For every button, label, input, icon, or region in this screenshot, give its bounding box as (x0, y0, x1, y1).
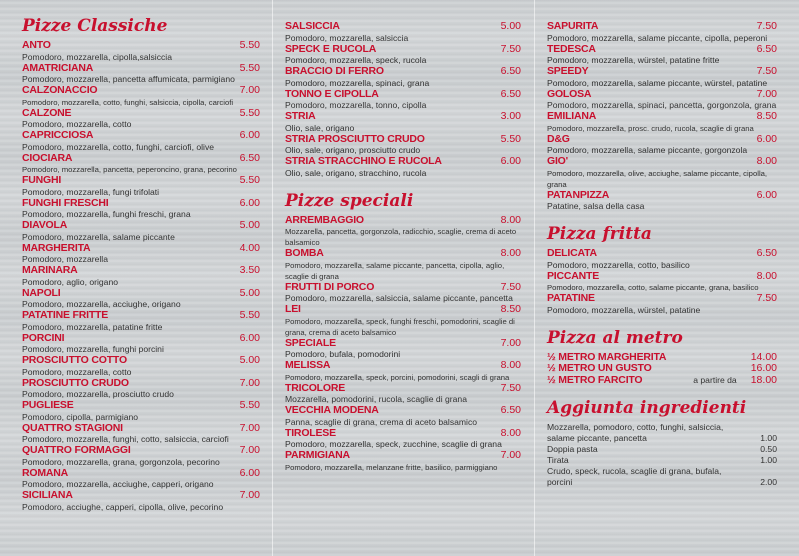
menu-list-fritta (547, 248, 777, 316)
menu-list-metro (547, 352, 777, 387)
menu-item (22, 355, 260, 378)
menu-item-header (22, 220, 260, 232)
menu-item (22, 198, 260, 221)
menu-item-header (22, 400, 260, 412)
item-description: Pomodoro, mozzarella, olive, acciughe, salame piccante, cipolla, grana (547, 168, 768, 189)
menu-item (22, 423, 260, 446)
item-price: 8.50 (500, 303, 521, 315)
extra-ingredient-row (547, 455, 777, 466)
menu-item (547, 156, 777, 190)
item-price: 7.00 (239, 421, 260, 434)
item-price: 6.50 (500, 87, 521, 100)
item-name: MELISSA (285, 359, 331, 371)
menu-item-header (22, 175, 260, 187)
fold-line-left (272, 0, 273, 556)
column-classiche (22, 16, 260, 513)
menu-item (22, 333, 260, 356)
item-name: TIROLESE (285, 426, 336, 439)
menu-item-header (22, 153, 260, 165)
item-description: Pomodoro, mozzarella, salame piccante, cipolla, peperoni (547, 32, 768, 43)
item-name: TONNO E CIPOLLA (285, 87, 379, 100)
item-description: Pomodoro, mozzarella, fungi trifolati (22, 186, 160, 197)
item-name: TEDESCA (547, 42, 596, 55)
menu-item (285, 66, 521, 89)
item-name: STRIA PROSCIUTTO CRUDO (285, 132, 425, 145)
item-price: 5.50 (500, 132, 521, 145)
extra-ingredient-label: Crudo, speck, rucola, scaglie di grana, bufala, porcini (547, 466, 722, 487)
metro-item-right (737, 363, 777, 375)
item-description: Pomodoro, mozzarella, pancetta affumicata, parmigiano (22, 74, 235, 84)
item-description: Olio, sale, origano (285, 122, 355, 133)
menu-item (547, 44, 777, 67)
item-description: Pomodoro, mozzarella, tonno, cipolla (285, 100, 427, 110)
menu-item (22, 378, 260, 401)
item-description: Pomodoro, cipolla, parmigiano (22, 411, 139, 422)
menu-item (285, 383, 521, 406)
menu-item-header (22, 288, 260, 300)
item-price: 6.00 (239, 466, 260, 479)
item-price: 5.00 (239, 219, 260, 231)
menu-list-right-top (547, 21, 777, 212)
menu-item (285, 89, 521, 112)
menu-item (22, 40, 260, 63)
column-right (547, 21, 777, 488)
menu-item-header (547, 111, 777, 123)
item-name: LEI (285, 303, 301, 315)
item-name: PUGLIESE (22, 399, 74, 411)
item-price: 6.00 (239, 331, 260, 344)
item-name: STRIA STRACCHINO E RUCOLA (285, 155, 442, 167)
item-price: 7.00 (239, 444, 260, 456)
item-name: BRACCIO DI FERRO (285, 65, 384, 77)
extra-ingredient-price: 0.50 (760, 444, 777, 454)
menu-item (547, 66, 777, 89)
item-price: 8.00 (500, 426, 521, 439)
item-name: SPEEDY (547, 65, 589, 77)
item-description: Pomodoro, mozzarella, funghi, cotto, salsiccia, carciofi (22, 434, 229, 444)
item-price: 7.00 (500, 336, 521, 349)
menu-item (285, 304, 521, 338)
menu-item (285, 21, 521, 44)
menu-item (22, 400, 260, 423)
item-description: Pomodoro, mozzarella, salame piccante, gorgonzola (547, 145, 748, 155)
menu-item-header (285, 21, 521, 33)
item-price: 5.50 (239, 39, 260, 51)
item-name: PATATINE FRITTE (22, 309, 109, 321)
menu-item (22, 63, 260, 86)
menu-item (285, 450, 521, 473)
item-description: Pomodoro, mozzarella, patatine fritte (22, 321, 163, 332)
item-name: SALSICCIA (285, 20, 340, 32)
item-price: 7.50 (756, 20, 777, 32)
menu-item-header (22, 265, 260, 277)
item-price: 8.00 (500, 359, 521, 371)
item-price: 6.50 (239, 151, 260, 164)
menu-item (547, 293, 777, 316)
menu-item (22, 153, 260, 176)
item-description: Pomodoro, mozzarella, salame piccante, pancetta, cipolla, aglio, scaglie di grana (285, 260, 505, 281)
item-price: 3.00 (500, 110, 521, 122)
extra-ingredient-price: 2.00 (760, 477, 777, 487)
item-description: Olio, sale, origano, stracchino, rucola (285, 167, 427, 178)
item-price: 6.50 (500, 65, 521, 77)
item-description: Olio, sale, origano, prosciutto crudo (285, 145, 421, 155)
item-name: EMILIANA (547, 110, 597, 122)
menu-item-header (22, 130, 260, 142)
metro-item-name: ½ METRO MARGHERITA (547, 350, 667, 363)
menu-item-header (22, 63, 260, 75)
menu-item-header (285, 111, 521, 123)
item-description: Pomodoro, mozzarella, speck, porcini, pomodorini, scagli di grana (285, 372, 510, 382)
fold-line-right (534, 0, 535, 556)
menu-item-header (547, 89, 777, 101)
extra-ingredient-label: Tirata (547, 455, 569, 465)
item-description: Pomodoro, mozzarella, cotto (22, 366, 132, 377)
menu-list-aggiunta (547, 422, 777, 488)
item-name: PROSCIUTTO CRUDO (22, 376, 129, 389)
item-price: 5.50 (239, 309, 260, 321)
item-price: 7.50 (756, 292, 777, 304)
menu-item (285, 134, 521, 157)
item-price: 7.00 (239, 84, 260, 96)
item-price: 7.50 (500, 280, 521, 293)
menu-item (285, 360, 521, 383)
menu-item-header (22, 40, 260, 52)
item-name: SPECK E RUCOLA (285, 42, 377, 55)
menu-item-header (285, 66, 521, 78)
item-price: 8.00 (500, 213, 521, 226)
menu-item (22, 108, 260, 131)
menu-item-header (285, 304, 521, 316)
menu-list-speciali (285, 215, 521, 473)
menu-list-middle-top (285, 21, 521, 179)
metro-item-price: 16.00 (750, 362, 777, 374)
item-description: Pomodoro, mozzarella (22, 254, 108, 264)
metro-item-price: 14.00 (750, 350, 777, 363)
menu-item-header (285, 156, 521, 168)
item-name: CALZONE (22, 106, 72, 119)
item-description: Pomodoro, mozzarella, spinaci, pancetta, gorgonzola, grana (547, 100, 777, 110)
metro-item-name: ½ METRO FARCITO (547, 373, 643, 386)
menu-item-header (22, 108, 260, 120)
menu-item-header (547, 66, 777, 78)
item-price: 5.50 (239, 106, 260, 119)
menu-item-header (22, 423, 260, 435)
menu-item (22, 265, 260, 288)
column-middle (285, 21, 521, 473)
item-description: Pomodoro, mozzarella, salame piccante, würstel, patatine (547, 77, 768, 88)
menu-item-header (285, 360, 521, 372)
item-description: Pomodoro, mozzarella, cotto (22, 119, 132, 129)
item-description: Pomodoro, mozzarella, salsiccia (285, 32, 409, 43)
item-price: 6.00 (239, 129, 260, 141)
item-name: PATATINE (547, 292, 595, 304)
item-description: Pomodoro, mozzarella, grana, gorgonzola, pecorino (22, 456, 220, 467)
item-price: 4.00 (239, 241, 260, 254)
menu-item (547, 271, 777, 294)
item-name: VECCHIA MODENA (285, 404, 379, 416)
menu-item-header (285, 215, 521, 227)
item-name: STRIA (285, 110, 316, 122)
item-name: FUNGHI FRESCHI (22, 196, 109, 209)
extra-ingredient-price: 1.00 (760, 455, 777, 465)
item-price: 6.00 (756, 188, 777, 201)
menu-item-header (547, 134, 777, 146)
item-price: 6.00 (756, 132, 777, 145)
menu-item-header (547, 271, 777, 283)
menu-item-header (285, 89, 521, 101)
item-description: Pomodoro, mozzarella, cotto, salame piccante, grana, basilico (547, 283, 759, 292)
menu-item (22, 445, 260, 468)
item-price: 5.00 (239, 354, 260, 366)
item-price: 5.50 (239, 61, 260, 74)
item-name: QUATTRO STAGIONI (22, 421, 123, 434)
item-name: FRUTTI DI PORCO (285, 280, 375, 293)
item-description: Pomodoro, mozzarella, funghi freschi, grana (22, 209, 191, 219)
item-description: Pomodoro, mozzarella, melanzane fritte, basilico, parmiggiano (285, 462, 498, 472)
item-price: 7.50 (756, 65, 777, 77)
menu-item (547, 190, 777, 213)
menu-item (547, 111, 777, 134)
menu-item-header (285, 405, 521, 417)
item-name: PROSCIUTTO COTTO (22, 354, 127, 366)
extra-ingredient-label: Mozzarella, pomodoro, cotto, funghi, salsiccia, salame piccante, pancetta (547, 422, 724, 443)
menu-item (22, 130, 260, 153)
menu-item (22, 288, 260, 311)
menu-item (285, 111, 521, 134)
menu-item-header (285, 338, 521, 350)
menu-list-classiche (22, 40, 260, 513)
menu-item (547, 21, 777, 44)
item-name: MARGHERITA (22, 241, 91, 254)
item-price: 6.50 (756, 247, 777, 259)
item-description: Mozzarella, pancetta, gorgonzola, radicchio, scaglie, crema di aceto balsamico (285, 227, 517, 247)
item-name: PATANPIZZA (547, 188, 610, 201)
item-name: ROMANA (22, 466, 69, 479)
item-name: GOLOSA (547, 87, 592, 100)
item-description: Pomodoro, mozzarella, würstel, patatine (547, 304, 701, 315)
menu-item (22, 468, 260, 491)
item-name: MARINARA (22, 264, 78, 276)
item-name: ANTO (22, 39, 51, 51)
item-price: 6.50 (756, 42, 777, 55)
menu-item (22, 310, 260, 333)
item-name: FUNGHI (22, 174, 62, 186)
item-name: PORCINI (22, 331, 65, 344)
item-description: Pomodoro, mozzarella, cipolla,salsiccia (22, 51, 172, 62)
menu-item (285, 44, 521, 67)
menu-item (285, 215, 521, 249)
item-price: 7.50 (500, 381, 521, 394)
metro-item-prefix: a partire da (693, 374, 737, 385)
item-price: 5.00 (500, 20, 521, 32)
menu-item (547, 248, 777, 271)
menu-item (285, 282, 521, 305)
menu-item-header (285, 248, 521, 260)
item-description: Panna, scaglie di grana, crema di aceto balsamico (285, 416, 478, 427)
item-name: GIO' (547, 155, 568, 167)
menu-item (547, 89, 777, 112)
menu-item (285, 338, 521, 361)
menu-item (22, 243, 260, 266)
item-name: PICCANTE (547, 269, 600, 282)
item-name: D&G (547, 132, 570, 145)
item-description: Pomodoro, mozzarella, cotto, funghi, carciofi, olive (22, 141, 215, 152)
item-price: 5.50 (239, 174, 260, 186)
menu-item-header (285, 450, 521, 462)
item-description: Pomodoro, mozzarella, acciughe, origano (22, 299, 181, 309)
section-title-classiche: Pizze Classiche (22, 16, 168, 36)
item-description: Pomodoro, mozzarella, speck, zucchine, scaglie di grana (285, 439, 502, 449)
item-name: PARMIGIANA (285, 449, 350, 461)
menu-item-header (22, 355, 260, 367)
menu-item-header (285, 428, 521, 440)
menu-item (22, 175, 260, 198)
item-description: Pomodoro, mozzarella, speck, funghi freschi, pomodorini, scaglie di grana, crema di aceto balsamico (285, 316, 515, 337)
menu-item-header (547, 190, 777, 202)
menu-item-header (547, 293, 777, 305)
item-description: Pomodoro, mozzarella, salame piccante (22, 231, 175, 242)
section-title-metro: Pizza al metro (547, 327, 683, 348)
metro-item-name: ½ METRO UN GUSTO (547, 362, 652, 374)
item-description: Pomodoro, mozzarella, würstel, patatine fritte (547, 55, 720, 65)
item-price: 8.00 (756, 155, 777, 167)
item-name: CIOCIARA (22, 151, 73, 164)
item-price: 7.00 (500, 449, 521, 461)
item-price: 6.00 (500, 155, 521, 167)
item-description: Pomodoro, mozzarella, salsiccia, salame piccante, pancetta (285, 293, 513, 303)
item-description: Pomodoro, mozzarella, funghi porcini (22, 344, 164, 354)
menu-item (285, 248, 521, 282)
item-description: Mozzarella, pomodorini, rucola, scaglie di grana (285, 394, 467, 404)
item-name: NAPOLI (22, 286, 61, 299)
extra-ingredient-price: 1.00 (760, 433, 777, 443)
item-description: Pomodoro, mozzarella, prosc. crudo, rucola, scaglie di grana (547, 123, 754, 133)
item-description: Pomodoro, mozzarella, cotto, funghi, salsiccia, cipolla, carciofi (22, 97, 234, 107)
item-description: Pomodoro, mozzarella, acciughe, capperi, origano (22, 479, 214, 489)
item-name: SICILIANA (22, 489, 73, 501)
menu-item-header (285, 44, 521, 56)
menu-item (285, 156, 521, 179)
menu-item (285, 405, 521, 428)
extra-ingredient-label: Doppia pasta (547, 444, 598, 454)
item-name: TRICOLORE (285, 381, 346, 394)
item-description: Pomodoro, bufala, pomodorini (285, 349, 401, 359)
item-description: Pomodoro, aglio, origano (22, 276, 119, 287)
menu-item (547, 134, 777, 157)
menu-item-header (22, 243, 260, 255)
metro-item (547, 375, 777, 387)
item-price: 8.50 (756, 110, 777, 122)
section-title-aggiunta: Aggiunta ingredienti (547, 398, 747, 418)
item-name: SPECIALE (285, 336, 336, 349)
menu-item-header (547, 44, 777, 56)
extra-ingredient-row (547, 422, 777, 444)
menu-item-header (22, 333, 260, 345)
item-name: DIAVOLA (22, 219, 68, 231)
item-description: Pomodoro, mozzarella, cotto, basilico (547, 259, 690, 270)
menu-item-header (22, 85, 260, 97)
menu-item-header (22, 310, 260, 322)
item-price: 7.00 (239, 489, 260, 501)
menu-item-header (22, 490, 260, 502)
menu-item-header (285, 282, 521, 294)
menu-item-header (22, 378, 260, 390)
item-name: CALZONACCIO (22, 84, 98, 96)
extra-ingredient-row (547, 466, 777, 488)
menu-item (22, 490, 260, 513)
menu-item-header (547, 248, 777, 260)
item-price: 8.00 (500, 247, 521, 259)
item-price: 7.50 (500, 42, 521, 55)
metro-item-price: 18.00 (750, 373, 777, 386)
menu-item (22, 220, 260, 243)
item-name: DELICATA (547, 247, 597, 259)
menu-item-header (285, 383, 521, 395)
menu-item-header (547, 156, 777, 168)
menu-item-header (547, 21, 777, 33)
item-price: 7.00 (756, 87, 777, 100)
menu-item-header (22, 468, 260, 480)
section-title-fritta: Pizza fritta (547, 224, 652, 244)
item-description: Patatine, salsa della casa (547, 201, 645, 211)
item-price: 8.00 (756, 269, 777, 282)
item-price: 5.50 (239, 399, 260, 411)
item-name: CAPRICCIOSA (22, 129, 94, 141)
menu-item (285, 428, 521, 451)
item-name: SAPURITA (547, 20, 599, 32)
menu-item-header (285, 134, 521, 146)
item-description: Pomodoro, mozzarella, spinaci, grana (285, 77, 430, 88)
item-name: BOMBA (285, 247, 324, 259)
extra-ingredient-row (547, 444, 777, 455)
item-name: AMATRICIANA (22, 61, 94, 74)
item-price: 6.00 (239, 196, 260, 209)
item-price: 5.00 (239, 286, 260, 299)
item-price: 6.50 (500, 404, 521, 416)
item-description: Pomodoro, mozzarella, pancetta, peperoncino, grana, pecorino (22, 165, 237, 174)
item-name: QUATTRO FORMAGGI (22, 444, 131, 456)
item-price: 3.50 (239, 264, 260, 276)
item-description: Pomodoro, mozzarella, speck, rucola (285, 55, 427, 65)
item-price: 7.00 (239, 376, 260, 389)
menu-item (22, 85, 260, 108)
section-title-speciali: Pizze speciali (285, 190, 414, 211)
metro-item-right (693, 375, 777, 387)
menu-item-header (22, 445, 260, 457)
item-description: Pomodoro, mozzarella, prosciutto crudo (22, 389, 174, 399)
item-name: ARREMBAGGIO (285, 213, 364, 226)
item-description: Pomodoro, acciughe, capperi, cipolla, olive, pecorino (22, 501, 224, 512)
metro-item (547, 363, 777, 375)
menu-item-header (22, 198, 260, 210)
